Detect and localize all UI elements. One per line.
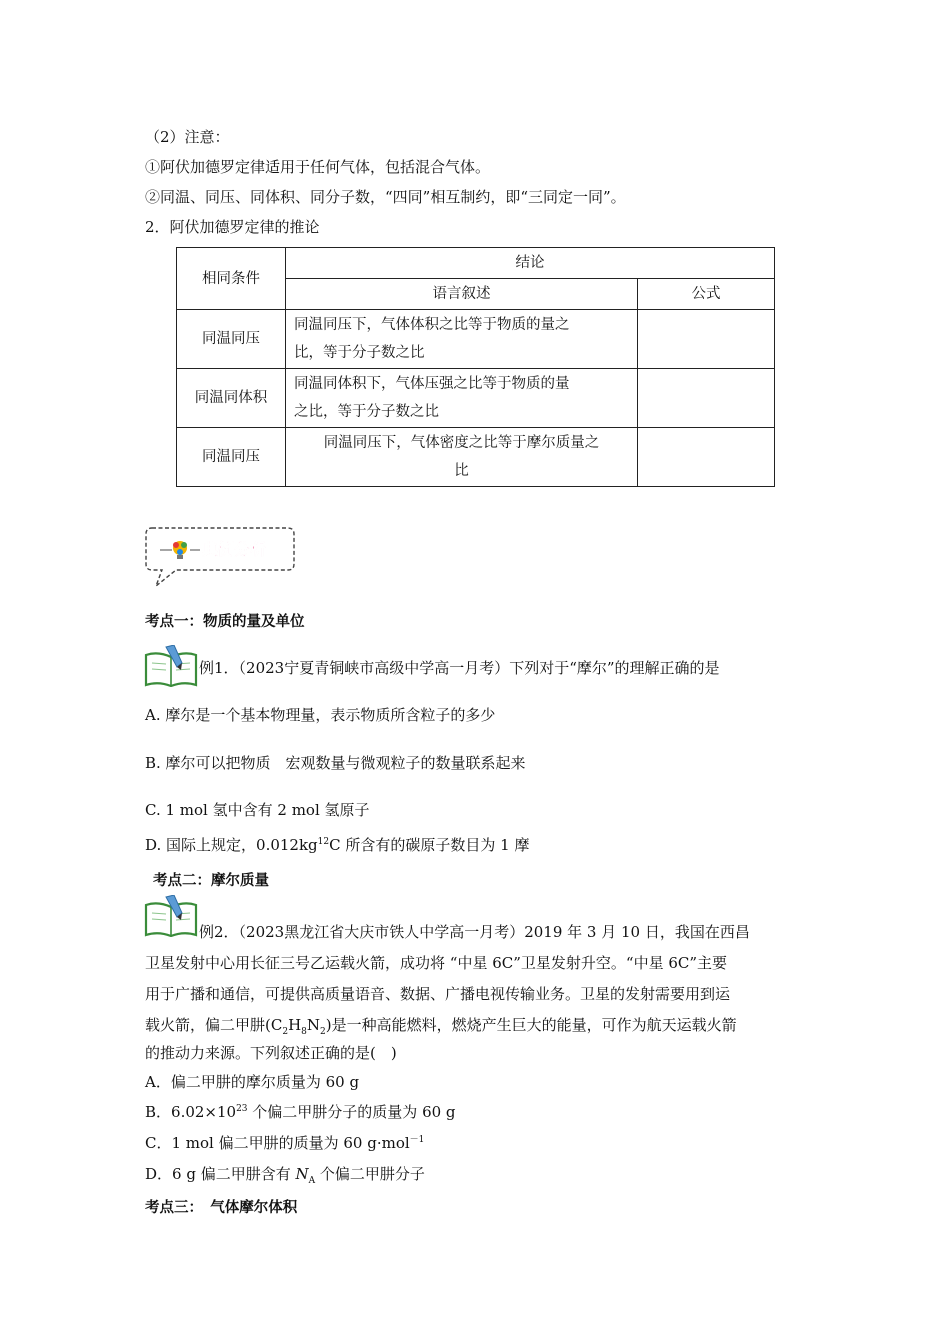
header-language: 语言叙述	[286, 279, 638, 310]
header-condition: 相同条件	[177, 248, 286, 310]
header-conclusion: 结论	[286, 248, 775, 279]
example1-option-d: D. 国际上规定，$0.012kg^{12}C$ 所含有的碳原子数目为 1 摩	[145, 836, 530, 854]
example2-line-2: 卫星发射中心用长征三号乙运载火箭，成功将 “中星 6C”卫星发射升空。“中星 6C”主要	[145, 954, 728, 972]
row-text: 同温同压下，气体密度之比等于摩尔质量之 比	[286, 428, 638, 487]
section-title: 2．阿伏加德罗定律的推论	[145, 218, 320, 236]
example1-option-c: C. 1 mol 氢中含有 2 mol 氢原子	[145, 801, 370, 819]
table-row	[177, 428, 775, 487]
example1-question: 例1．（2023宁夏青铜峡市高级中学高一月考）下列对于“摩尔”的理解正确的是	[199, 659, 720, 677]
inference-table	[176, 247, 775, 487]
example2-line-1: 例2．（2023黑龙江省大庆市铁人中学高一月考）2019 年 3 月 10 日，我国在西昌	[199, 923, 750, 941]
row-condition: 同温同体积	[177, 369, 286, 428]
example2-option-a: A．偏二甲肼的摩尔质量为 60 g	[145, 1073, 360, 1091]
example1-option-b: B. 摩尔可以把物质 宏观数量与微观粒子的数量联系起来	[145, 754, 526, 772]
example2-option-c: C．1 mol 偏二甲肼的质量为 60 g·mol$^{-1}$	[145, 1134, 425, 1152]
example1-option-a: A. 摩尔是一个基本物理量，表示物质所含粒子的多少	[145, 706, 496, 724]
row-formula	[638, 428, 775, 487]
note-item-1: ①阿伏加德罗定律适用于任何气体，包括混合气体。	[145, 158, 491, 176]
example-banner	[142, 524, 298, 590]
topic1-title: 考点一：物质的量及单位	[145, 614, 305, 630]
example2-option-b: B．$6.02\times 10^{23}$ 个偏二甲肼分子的质量为 60 g	[145, 1103, 456, 1121]
example2-line-5: 的推动力来源。下列叙述正确的是( )	[145, 1044, 397, 1062]
row-text: 同温同体积下，气体压强之比等于物质的量 之比，等于分子数之比	[286, 369, 638, 428]
note-item-2: ②同温、同压、同体积、同分子数，“四同”相互制约，即“三同定一同”。	[145, 188, 626, 206]
row-condition: 同温同压	[177, 428, 286, 487]
example2-line-3: 用于广播和通信，可提供高质量语音、数据、广播电视传输业务。卫星的发射需要用到运	[145, 985, 731, 1003]
row-formula	[638, 310, 775, 369]
table-row	[177, 310, 775, 369]
note-heading: （2）注意：	[145, 128, 230, 146]
example2-option-d: D．6 g 偏二甲肼含有 $N_A$ 个偏二甲肼分子	[145, 1165, 425, 1186]
book-pencil-icon	[144, 895, 198, 937]
table-row	[177, 369, 775, 428]
example2-line-4: 载火箭，偏二甲肼$(C_2H_8N_2)$是一种高能燃料，燃烧产生巨大的能量，可作为航天运载火箭	[145, 1016, 737, 1037]
row-condition: 同温同压	[177, 310, 286, 369]
banner-text: 典例分析	[202, 540, 267, 559]
header-formula: 公式	[638, 279, 775, 310]
book-pencil-icon	[144, 645, 198, 687]
row-formula	[638, 369, 775, 428]
row-text: 同温同压下，气体体积之比等于物质的量之 比，等于分子数之比	[286, 310, 638, 369]
topic3-title: 考点三： 气体摩尔体积	[145, 1200, 298, 1216]
topic2-title: 考点二：摩尔质量	[153, 873, 269, 889]
